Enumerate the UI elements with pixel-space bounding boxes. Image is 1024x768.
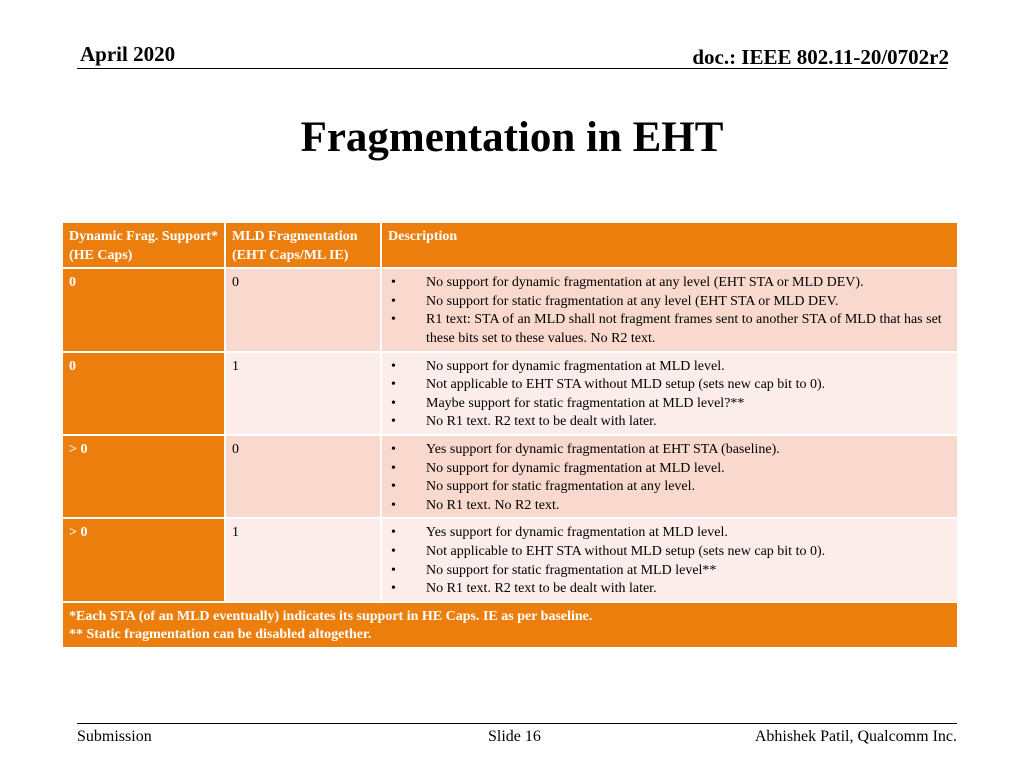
bullet-item: • No support for dynamic fragmentation at any level (EHT STA or MLD DEV).	[388, 274, 951, 293]
bullet-list	[388, 274, 951, 348]
table-row	[62, 435, 958, 518]
bullet-list	[388, 524, 951, 598]
bullet-item: • No support for dynamic fragmentation at MLD level.	[388, 460, 951, 479]
bullet-item: • No support for static fragmentation at any level (EHT STA or MLD DEV.	[388, 293, 951, 312]
bullet-list	[388, 358, 951, 432]
header-doc-id: doc.: IEEE 802.11-20/0702r2	[692, 45, 949, 69]
bullet-item: • No support for static fragmentation at MLD level**	[388, 562, 951, 581]
bullet-item: • Maybe support for static fragmentation at MLD level?**	[388, 395, 951, 414]
table-row	[62, 352, 958, 435]
table-footnotes	[62, 602, 958, 648]
footer-submission: Submission	[77, 728, 152, 745]
bullet-item: • No R1 text. No R2 text.	[388, 497, 951, 516]
table-row	[62, 268, 958, 351]
bullet-item: • No R1 text. R2 text to be dealt with later.	[388, 413, 951, 432]
cell-dynamic-frag: > 0	[62, 435, 225, 518]
header-rule	[77, 68, 947, 69]
footnote-he-caps: *Each STA (of an MLD eventually) indicates its support in HE Caps. IE as per baseline.	[69, 608, 593, 624]
footer-author: Abhishek Patil, Qualcomm Inc.	[754, 728, 957, 745]
bullet-item: • No support for dynamic fragmentation at MLD level.	[388, 358, 951, 377]
table-row	[62, 518, 958, 601]
fragmentation-table	[61, 221, 959, 649]
table-footnote-row	[62, 602, 958, 648]
bullet-item: • Not applicable to EHT STA without MLD setup (sets new cap bit to 0).	[388, 376, 951, 395]
cell-mld-frag: 1	[225, 352, 381, 435]
bullet-item: • No support for static fragmentation at any level.	[388, 478, 951, 497]
cell-mld-frag: 0	[225, 435, 381, 518]
col-header-mld-fragmentation: MLD Fragmentation (EHT Caps/ML IE)	[225, 222, 381, 268]
cell-dynamic-frag: 0	[62, 352, 225, 435]
col-header-description: Description	[381, 222, 958, 268]
footer-rule	[77, 723, 957, 724]
header-date: April 2020	[80, 42, 176, 66]
bullet-list	[388, 441, 951, 515]
cell-mld-frag: 0	[225, 268, 381, 351]
cell-mld-frag: 1	[225, 518, 381, 601]
cell-description	[381, 268, 958, 351]
table-header-row	[62, 222, 958, 268]
bullet-item: • No R1 text. R2 text to be dealt with later.	[388, 580, 951, 599]
bullet-item: • Yes support for dynamic fragmentation at EHT STA (baseline).	[388, 441, 951, 460]
slide-title: Fragmentation in EHT	[300, 114, 724, 161]
footnote-static-frag: ** Static fragmentation can be disabled altogether.	[69, 627, 372, 643]
cell-description	[381, 352, 958, 435]
bullet-item: • Yes support for dynamic fragmentation at MLD level.	[388, 524, 951, 543]
cell-description	[381, 518, 958, 601]
bullet-item: • R1 text: STA of an MLD shall not fragment frames sent to another STA of MLD that has set these bits set to these values. No R2 text.	[388, 311, 951, 348]
footer-slide-number: Slide 16	[488, 728, 541, 745]
cell-description	[381, 435, 958, 518]
cell-dynamic-frag: 0	[62, 268, 225, 351]
bullet-item: • Not applicable to EHT STA without MLD setup (sets new cap bit to 0).	[388, 543, 951, 562]
col-header-dynamic-frag: Dynamic Frag. Support* (HE Caps)	[62, 222, 225, 268]
cell-dynamic-frag: > 0	[62, 518, 225, 601]
